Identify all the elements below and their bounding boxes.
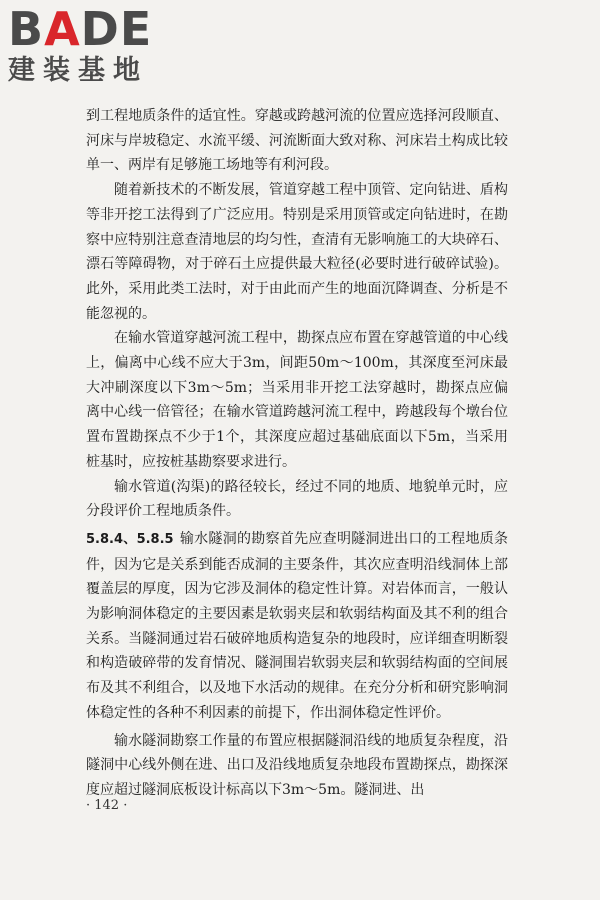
logo-letter-a-accent: A [44,2,81,56]
body-paragraph [86,475,508,524]
body-paragraph [86,326,508,474]
logo-letters-de: DE [80,2,153,56]
paragraph-text: 输水管道(沟渠)的路径较长，经过不同的地质、地貌单元时，应分段评价工程地质条件。 [86,478,508,520]
body-paragraph [86,104,508,178]
section-number: 5.8.4、5.8.5 [86,531,174,547]
document-body [86,104,508,803]
logo-wordmark [8,2,178,56]
paragraph-text: 输水隧洞勘察工作量的布置应根据隧洞沿线的地质复杂程度，沿隧洞中心线外侧在进、出口及沿线地质复杂地段布置勘探点，勘探深度应超过隧洞底板设计标高以下3m～5m。隧洞进、出 [86,732,508,798]
logo-subtitle: 建装基地 [8,55,148,86]
body-paragraph [86,527,508,726]
paragraph-text: 到工程地质条件的适宜性。穿越或跨越河流的位置应选择河段顺直、河床与岸坡稳定、水流平缓、河流断面大致对称、河床岩土构成比较单一、两岸有足够施工场地等有利河段。 [86,108,508,174]
page-number: · 142 · [86,798,128,813]
site-logo [8,2,178,88]
body-paragraph [86,729,508,803]
paragraph-text: 输水隧洞的勘察首先应查明隧洞进出口的工程地质条件，因为它是关系到能否成洞的主要条件，其次应查明沿线洞体上部覆盖层的厚度，因为它涉及洞体的稳定性计算。对岩体而言，一般认为影响洞体稳定的主要因素是软弱夹层和软弱结构面及其不利的组合关系。当隧洞通过岩石破碎地质构造复杂的地段时，应详细查明断裂和构造破碎带的发育情况、隧洞围岩软弱夹层和软弱结构面的空间展布及其不利组合，以及地下水活动的规律。在充分分析和研究影响洞体稳定性的各种不利因素的前提下，作出洞体稳定性评价。 [86,530,509,721]
body-paragraph [86,178,508,326]
paragraph-text: 随着新技术的不断发展，管道穿越工程中顶管、定向钻进、盾构等非开挖工法得到了广泛应用。特别是采用顶管或定向钻进时，在勘察中应特别注意查清地层的均匀性，查清有无影响施工的大块碎石、漂石等障碍物，对于碎石土应提供最大粒径(必要时进行破碎试验)。此外，采用此类工法时，对于由此而产生的地面沉降调查、分析是不能忽视的。 [86,182,508,322]
logo-letter-b: B [8,2,45,56]
paragraph-text: 在输水管道穿越河流工程中，勘探点应布置在穿越管道的中心线上，偏离中心线不应大于3m，间距50m～100m，其深度至河床最大冲刷深度以下3m～5m；当采用非开挖工法穿越时，勘探点应偏离中心线一倍管径；在输水管道跨越河流工程中，跨越段每个墩台位置布置勘探点不少于1个，其深度应超过基础底面以下5m，当采用桩基时，应按桩基勘察要求进行。 [86,330,508,470]
